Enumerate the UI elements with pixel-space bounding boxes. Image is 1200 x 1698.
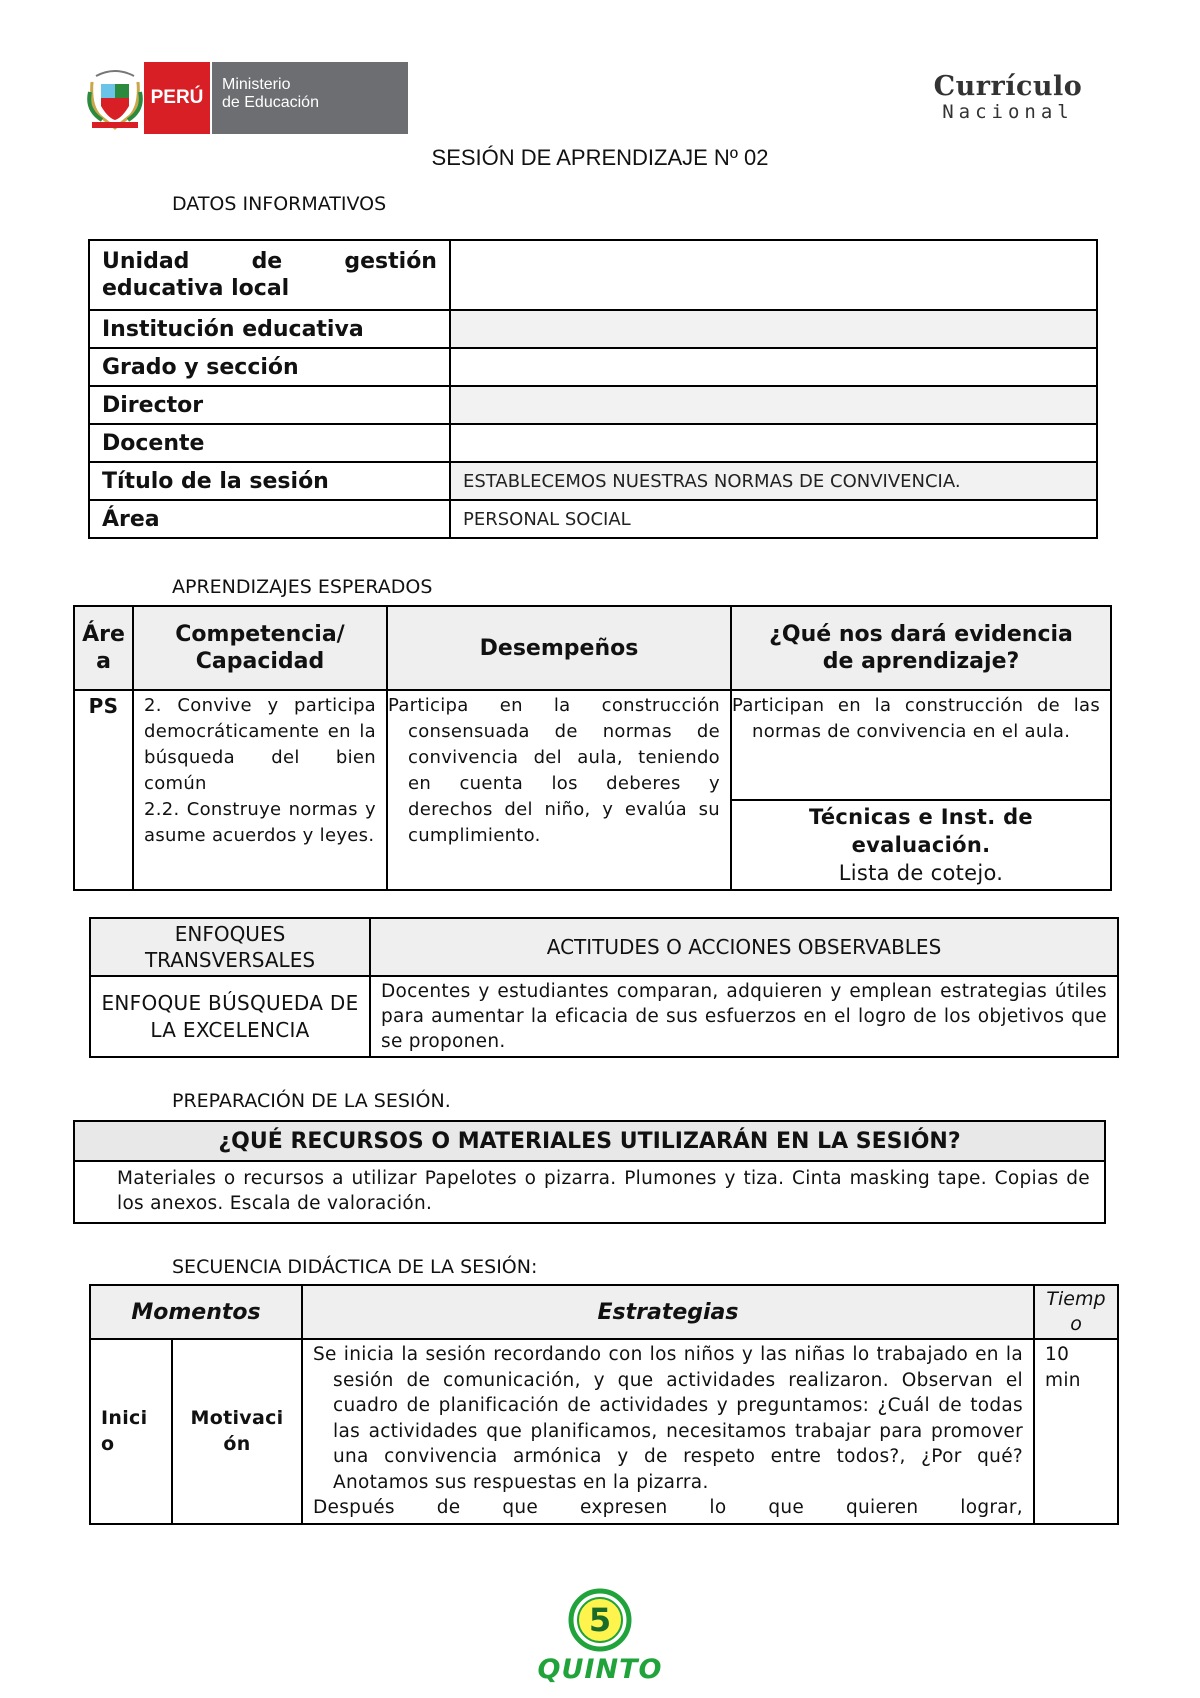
datos-label: Grado y sección xyxy=(89,348,450,386)
tiempo-header-part: o xyxy=(1070,1313,1082,1335)
datos-value xyxy=(450,310,1097,348)
datos-label-part: Unidad xyxy=(102,249,190,274)
tecnicas-value: Lista de cotejo. xyxy=(838,861,1004,885)
momento-text: Inici xyxy=(101,1407,148,1430)
aprendizajes-header-row xyxy=(74,606,1111,690)
area-header xyxy=(74,606,133,690)
preparacion-heading: PREPARACIÓN DE LA SESIÓN. xyxy=(172,1090,451,1112)
enfoques-header-row xyxy=(90,918,1118,976)
tecnicas-title: Técnicas e Inst. de evaluación. xyxy=(809,805,1033,857)
peru-label: PERÚ xyxy=(144,62,210,134)
competencia-cell xyxy=(133,690,387,890)
datos-value xyxy=(450,240,1097,310)
aprendizajes-heading: APRENDIZAJES ESPERADOS xyxy=(172,576,433,598)
datos-label: Área xyxy=(89,500,450,538)
tiempo-value: 10 xyxy=(1045,1344,1070,1365)
datos-table xyxy=(88,239,1098,539)
recursos-header-row xyxy=(74,1121,1105,1161)
secuencia-heading: SECUENCIA DIDÁCTICA DE LA SESIÓN: xyxy=(172,1256,538,1278)
evidencia-header: ¿Qué nos dará evidencia de aprendizaje? xyxy=(731,606,1111,690)
desempenos-header: Desempeños xyxy=(387,606,731,690)
datos-row xyxy=(89,500,1097,538)
tecnicas-cell xyxy=(731,800,1111,890)
secuencia-table xyxy=(89,1284,1119,1525)
datos-value: PERSONAL SOCIAL xyxy=(450,500,1097,538)
datos-label-part: gestión xyxy=(344,249,437,274)
datos-value xyxy=(450,348,1097,386)
ministry-label xyxy=(210,62,408,134)
estrategia-cell xyxy=(302,1339,1034,1524)
momento-text: o xyxy=(101,1433,115,1456)
datos-value xyxy=(450,424,1097,462)
datos-heading: DATOS INFORMATIVOS xyxy=(172,193,387,215)
enfoque-cell: ENFOQUE BÚSQUEDA DE LA EXCELENCIA xyxy=(90,976,370,1057)
datos-label-part: de xyxy=(251,249,283,274)
competencia-header-part: Competencia/ xyxy=(175,622,345,647)
curriculo-logo-line-1: Currículo xyxy=(933,71,1083,102)
momento-cell xyxy=(90,1339,172,1524)
momentos-header: Momentos xyxy=(90,1285,302,1339)
actitud-cell: Docentes y estudiantes comparan, adquieren y emplean estrategias útiles para aumentar la eficacia de sus esfuerzos en el logro de los objetivos que se proponen. xyxy=(370,976,1118,1057)
tiempo-header-part: Tiemp xyxy=(1046,1288,1106,1310)
minedu-logo xyxy=(86,62,408,134)
datos-row xyxy=(89,462,1097,500)
submomento-text: Motivaci xyxy=(190,1407,284,1430)
ministry-line-1: Ministerio xyxy=(222,76,291,93)
recursos-question: ¿QUÉ RECURSOS O MATERIALES UTILIZARÁN EN LA SESIÓN? xyxy=(74,1121,1105,1161)
recursos-answer: Materiales o recursos a utilizar Papelotes o pizarra. Plumones y tiza. Cinta masking tape. Copias de los anexos. Escala de valoración. xyxy=(74,1161,1105,1223)
tiempo-cell xyxy=(1034,1339,1118,1524)
actitudes-header: ACTITUDES O ACCIONES OBSERVABLES xyxy=(370,918,1118,976)
datos-label xyxy=(89,240,450,310)
competencia-header-part: Capacidad xyxy=(195,649,325,674)
datos-row xyxy=(89,348,1097,386)
capacidad-text: 2.2. Construye normas y asume acuerdos y leyes. xyxy=(144,799,376,846)
area-header-part: Áre xyxy=(82,622,125,647)
datos-row xyxy=(89,240,1097,310)
datos-label: Título de la sesión xyxy=(89,462,450,500)
grade-number-icon xyxy=(566,1586,634,1654)
evidencia-cell: Participan en la construcción de las normas de convivencia en el aula. xyxy=(731,690,1111,800)
aprendizajes-table xyxy=(73,605,1112,891)
aprendizajes-row xyxy=(74,690,1111,800)
datos-row xyxy=(89,424,1097,462)
secuencia-row xyxy=(90,1339,1118,1524)
estrategias-header: Estrategias xyxy=(302,1285,1034,1339)
recursos-row xyxy=(74,1161,1105,1223)
peru-shield-icon xyxy=(86,62,144,134)
secuencia-header-row xyxy=(90,1285,1118,1339)
ministry-line-2: de Educación xyxy=(222,94,319,111)
datos-label: Institución educativa xyxy=(89,310,450,348)
page-title: SESIÓN DE APRENDIZAJE Nº 02 xyxy=(431,145,769,170)
enfoques-table xyxy=(89,917,1119,1058)
submomento-text: ón xyxy=(223,1433,251,1456)
recursos-table xyxy=(73,1120,1106,1224)
datos-label: Docente xyxy=(89,424,450,462)
tiempo-unit: min xyxy=(1045,1369,1081,1391)
datos-label-part: educativa local xyxy=(102,276,290,301)
estrategia-text: Se inicia la sesión recordando con los niños y las niñas lo trabajado en la sesión de comunicación, y que actividades realizaron. Observan el cuadro de planificación de actividades y preguntamos: ¿Cuál de todas las actividades que planificamos, necesitamos trabajar para promover una convivencia armónica y de respeto entre todos?, ¿Por qué? Anotamos sus respuestas en la pizarra. xyxy=(313,1344,1023,1493)
datos-row xyxy=(89,310,1097,348)
datos-value xyxy=(450,386,1097,424)
submomento-cell xyxy=(172,1339,302,1524)
datos-label: Director xyxy=(89,386,450,424)
datos-value: ESTABLECEMOS NUESTRAS NORMAS DE CONVIVENCIA. xyxy=(450,462,1097,500)
estrategia-text-2: Después de que expresen lo que quieren lograr, xyxy=(313,1497,1023,1518)
area-cell: PS xyxy=(74,690,133,890)
competencia-header xyxy=(133,606,387,690)
grade-number: 5 xyxy=(588,1601,612,1639)
desempeno-cell: Participa en la construcción consensuada de normas de convivencia del aula, teniendo en cuenta los deberes y derechos del niño, y evalúa su cumplimiento. xyxy=(387,690,731,890)
curriculo-logo-line-2: Nacional xyxy=(942,101,1074,123)
tiempo-header xyxy=(1034,1285,1118,1339)
curriculo-nacional-logo xyxy=(928,72,1088,122)
datos-row xyxy=(89,386,1097,424)
grade-label: QUINTO xyxy=(537,1654,663,1685)
grade-badge xyxy=(0,1586,1200,1685)
area-header-part: a xyxy=(96,649,111,674)
enfoques-row xyxy=(90,976,1118,1057)
enfoques-header: ENFOQUES TRANSVERSALES xyxy=(90,918,370,976)
competencia-text: 2. Convive y participa democráticamente en la búsqueda del bien común xyxy=(144,695,376,794)
